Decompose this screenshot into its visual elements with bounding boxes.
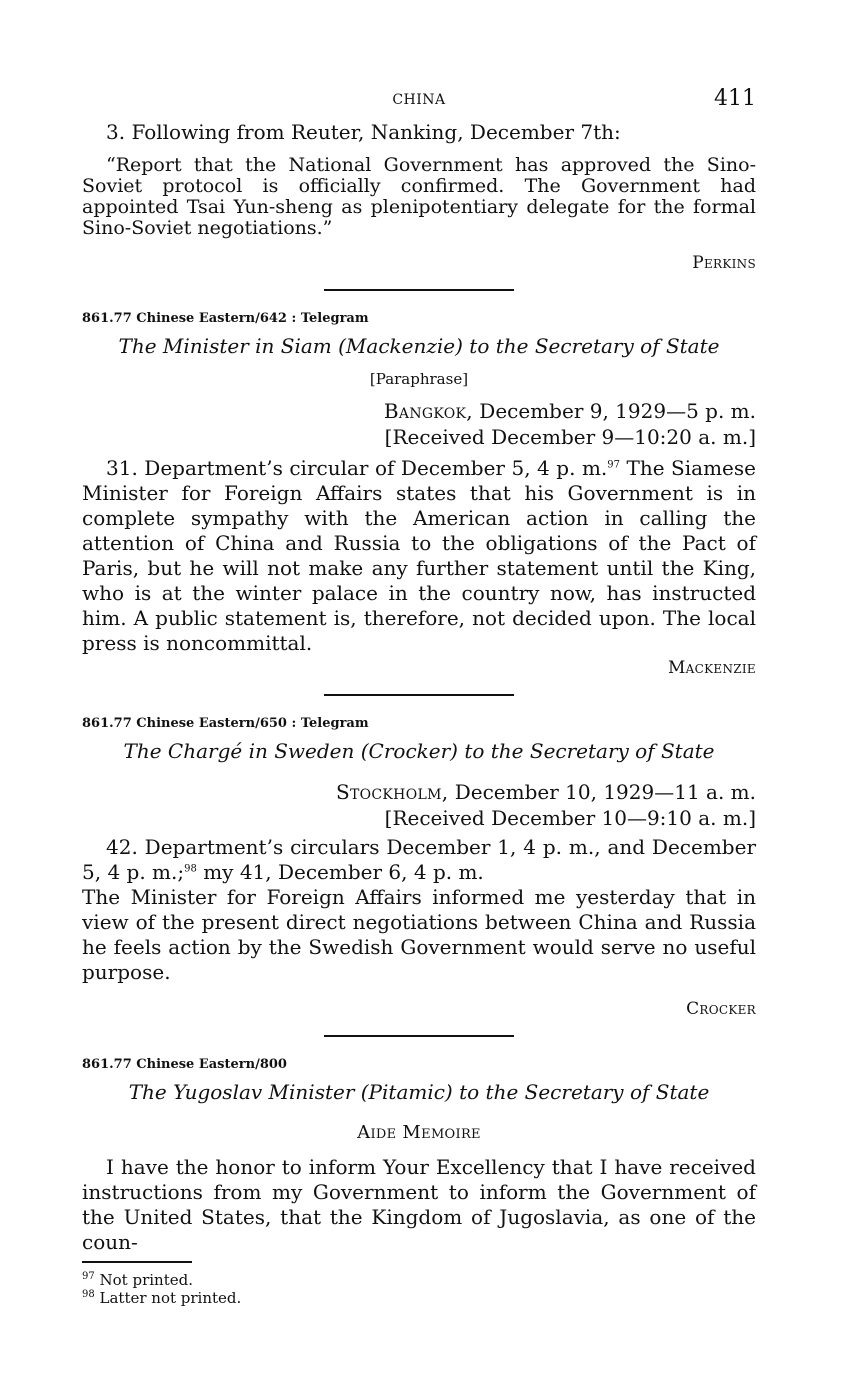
section-divider <box>324 694 514 696</box>
section-divider <box>324 289 514 291</box>
siam-signature: Mackenzie <box>667 658 756 678</box>
siam-body <box>82 456 756 656</box>
footnote-mark: 98 <box>82 1289 95 1300</box>
siam-received: [Received December 9—10:20 a. m.] <box>384 425 756 449</box>
footnote-mark: 97 <box>82 1271 95 1282</box>
sweden-para-1 <box>82 835 756 885</box>
siam-paraphrase: [Paraphrase] <box>369 370 469 388</box>
siam-body-start: 31. Department’s circular of December 5, 4 p. m. <box>106 456 608 480</box>
sweden-title: The Chargé in Sweden (Crocker) to the Secretary of State <box>123 739 715 763</box>
sweden-received: [Received December 10—9:10 a. m.] <box>384 806 756 830</box>
sweden-para-1-start: 42. Department’s circulars December 1, 4 p. m., and December 5, 4 p. m.; <box>82 835 756 884</box>
sweden-para-1-end: my 41, December 6, 4 p. m. <box>196 860 484 884</box>
footnote-divider <box>82 1261 192 1263</box>
page-number: 411 <box>714 86 756 111</box>
document-page <box>82 86 756 1307</box>
reuter-intro: 3. Following from Reuter, Nanking, December 7th: <box>106 120 621 144</box>
sweden-dateline <box>82 779 756 805</box>
yugoslav-body: I have the honor to inform Your Excellency that I have received instructions from my Government to inform the Government of the United States, that the Kingdom of Jugoslavia, as one of the coun- <box>82 1155 756 1254</box>
siam-place: Bangkok, <box>383 399 473 423</box>
siam-body-end: The Siamese Minister for Foreign Affairs states that his Government is in complete sympathy with the American action in calling the attention of China and Russia to the obligations of the Pact of Paris, but he will not make any further statement until the King, who is at the winter palace in the country now, has instructed him. A public statement is, therefore, not decided upon. The local press is noncommittal. <box>82 456 756 655</box>
footnote-ref-98: 98 <box>184 863 197 875</box>
footnote <box>82 1271 756 1289</box>
sweden-file-ref: 861.77 Chinese Eastern/650 : Telegram <box>82 716 369 731</box>
sweden-date: December 10, 1929—11 a. m. <box>448 780 756 804</box>
footnote-text: Latter not printed. <box>99 1289 242 1307</box>
yugoslav-file-ref: 861.77 Chinese Eastern/800 <box>82 1057 287 1072</box>
page-header <box>82 86 756 120</box>
siam-date: December 9, 1929—5 p. m. <box>472 399 756 423</box>
yugoslav-title: The Yugoslav Minister (Pitamic) to the Secretary of State <box>128 1080 710 1104</box>
siam-file-ref: 861.77 Chinese Eastern/642 : Telegram <box>82 311 369 326</box>
sweden-para-2: The Minister for Foreign Affairs informed me yesterday that in view of the present direct negotiations between China and Russia he feels action by the Swedish Government would serve no useful purpose. <box>82 885 756 984</box>
section-divider <box>324 1035 514 1037</box>
footnote-text: Not printed. <box>99 1271 193 1289</box>
reuter-quote: “Report that the National Government has approved the Sino-Soviet protocol is officially confirmed. The Government had appointed Tsai Yun-sheng as plenipotentiary delegate for the formal Sino-Soviet negotiations.” <box>82 154 756 239</box>
footnote <box>82 1289 756 1307</box>
running-head: CHINA <box>392 92 446 108</box>
siam-title: The Minister in Siam (Mackenzie) to the Secretary of State <box>118 334 720 358</box>
reuter-signature: Perkins <box>692 253 756 273</box>
yugoslav-subtitle: Aide Memoire <box>357 1122 481 1143</box>
siam-dateline <box>82 398 756 424</box>
sweden-signature: Crocker <box>686 999 756 1019</box>
sweden-place: Stockholm, <box>336 780 449 804</box>
footnote-ref-97: 97 <box>607 459 620 471</box>
